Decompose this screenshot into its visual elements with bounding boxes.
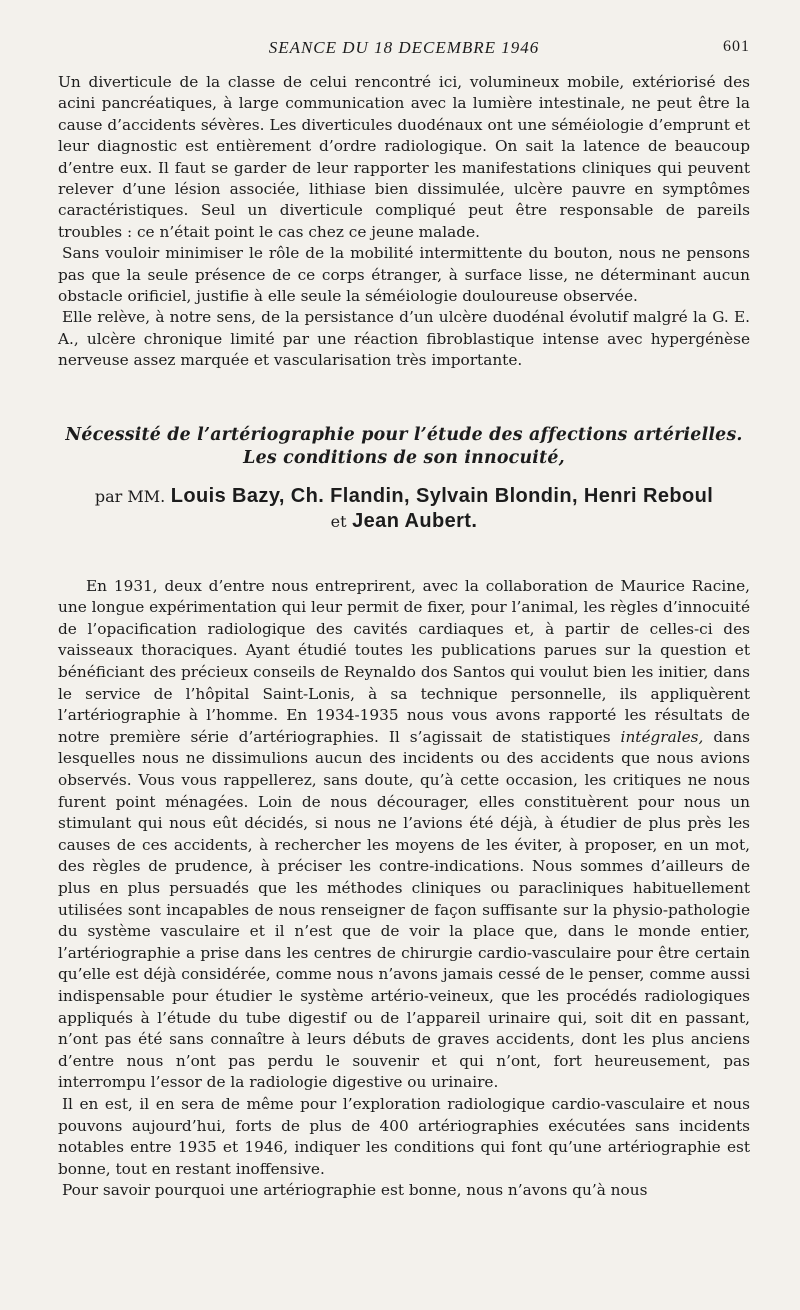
paragraph: Un diverticule de la classe de celui rencontré ici, volumineux mobile, extériorisé des acini pancréatiques, à large communication avec la lumière intestinale, ne peut être la cause d’accidents sévères. Les diverticules duodénaux ont une séméiologie d’emprunt et leur diagnostic est entièrement d’ordre radiologique. On sait la latence de beaucoup d’entre eux. Il faut se garder de leur rapporter les manifestations cliniques qui peuvent relever d’une lésion associée, lithiase bien dissimulée, ulcère pauvre en symptômes caractéristiques. Seul un diverticule compliqué peut être responsable de pareils troubles : ce n’était point le cas chez ce jeune malade.: [58, 73, 750, 241]
paragraph-text: En 1931, deux d’entre nous entreprirent, avec la collaboration de Maurice Racine, une longue expérimentation qui leur permit de fixer, pour l’animal, les règles d’innocuité de l’opacification radiologique des cavités cardiaques et, à partir de celles-ci des vaisseaux thoraciques. Ayant étudié toutes les publications parues sur la question et bénéficiant des précieux conseils de Reynaldo dos Santos qui voulut bien les initier, dans le service de l’hôpital Saint-Lonis, à sa technique personnelle, ils appliquèrent l’artériographie à l’homme. En 1934-1935 nous vous avons rapporté les résultats de notre première série d’artériographies. Il s’agissait de statistiques: [58, 576, 750, 746]
paragraph: Il en est, il en sera de même pour l’exploration radiologique cardio-vasculaire et nous pouvons aujourd’hui, forts de plus de 400 artériographies exécutées sans incidents notables entre 1935 et 1946, indiquer les conditions qui font qu’une artériographie est bonne, tout en restant inoffensive.: [58, 1094, 750, 1178]
article-title: [58, 424, 750, 470]
paragraph: Elle relève, à notre sens, de la persistance d’un ulcère duodénal évolutif malgré la G. E. A., ulcère chronique limité par une réaction fibroblastique intense avec hypergénèse nerveuse assez marquée et vascularisation très importante.: [58, 308, 750, 370]
authors-names: Jean Aubert.: [352, 509, 478, 532]
paragraph: Pour savoir pourquoi une artériographie est bonne, nous n’avons qu’à nous: [62, 1181, 648, 1200]
author-list: [58, 484, 750, 534]
article-title-line: Nécessité de l’artériographie pour l’étude des affections artérielles.: [65, 424, 743, 445]
authors-conjunction: et: [330, 511, 347, 531]
running-header: [58, 38, 750, 62]
article-body: [58, 576, 750, 1202]
emphasized-term: intégrales,: [620, 727, 704, 746]
paragraph-text: dans lesquelles nous ne dissimulions aucun des incidents ou des accidents que nous avions observés. Vous vous rappellerez, sans doute, qu’à cette occasion, les critiques ne nous furent point ménagées. Loin de nous décourager, elles constituèrent pour nous un stimulant qui nous eût décidés, si nous ne l’avions été déjà, à étudier de plus près les causes de ces accidents, à rechercher les moyens de les éviter, à proposer, en un mot, des règles de prudence, à préciser les contre-indications. Nous sommes d’ailleurs de plus en plus persuadés que les méthodes cliniques ou paracliniques habituellement utilisées sont incapables de nous renseigner de façon suffisante sur la physio-pathologie du système vasculaire et il n’est que de voir la place que, dans le monde entier, l’artériographie a prise dans les centres de chirurgie cardio-vasculaire pour être certain qu’elle est déjà considérée, comme nous n’avons jamais cessé de le penser, comme aussi indispensable pour étudier le système artério-veineux, que les procédés radiologiques appliqués à l’étude du tube digestif ou de l’appareil urinaire qui, soit dit en passant, n’ont pas été sans connaître à leurs débuts de graves accidents, dont les plus anciens d’entre nous n’ont pas perdu le souvenir et qui n’ont, fort heureusement, pas interrompu l’essor de la radiologie digestive ou urinaire.: [58, 727, 750, 1092]
authors-names: Louis Bazy, Ch. Flandin, Sylvain Blondin, Henri Reboul: [170, 484, 714, 507]
article-title-line: Les conditions de son innocuité,: [243, 447, 565, 468]
previous-article-ending: [58, 72, 750, 372]
running-title: SEANCE DU 18 DECEMBRE 1946: [268, 38, 540, 57]
authors-prefix: par MM.: [94, 486, 166, 506]
page-number: 601: [723, 38, 750, 55]
paragraph: [58, 576, 750, 1094]
paragraph: Sans vouloir minimiser le rôle de la mobilité intermittente du bouton, nous ne pensons pas que la seule présence de ce corps étranger, à surface lisse, ne déterminant aucun obstacle orificiel, justifie à elle seule la séméiologie douloureuse observée.: [58, 244, 750, 306]
